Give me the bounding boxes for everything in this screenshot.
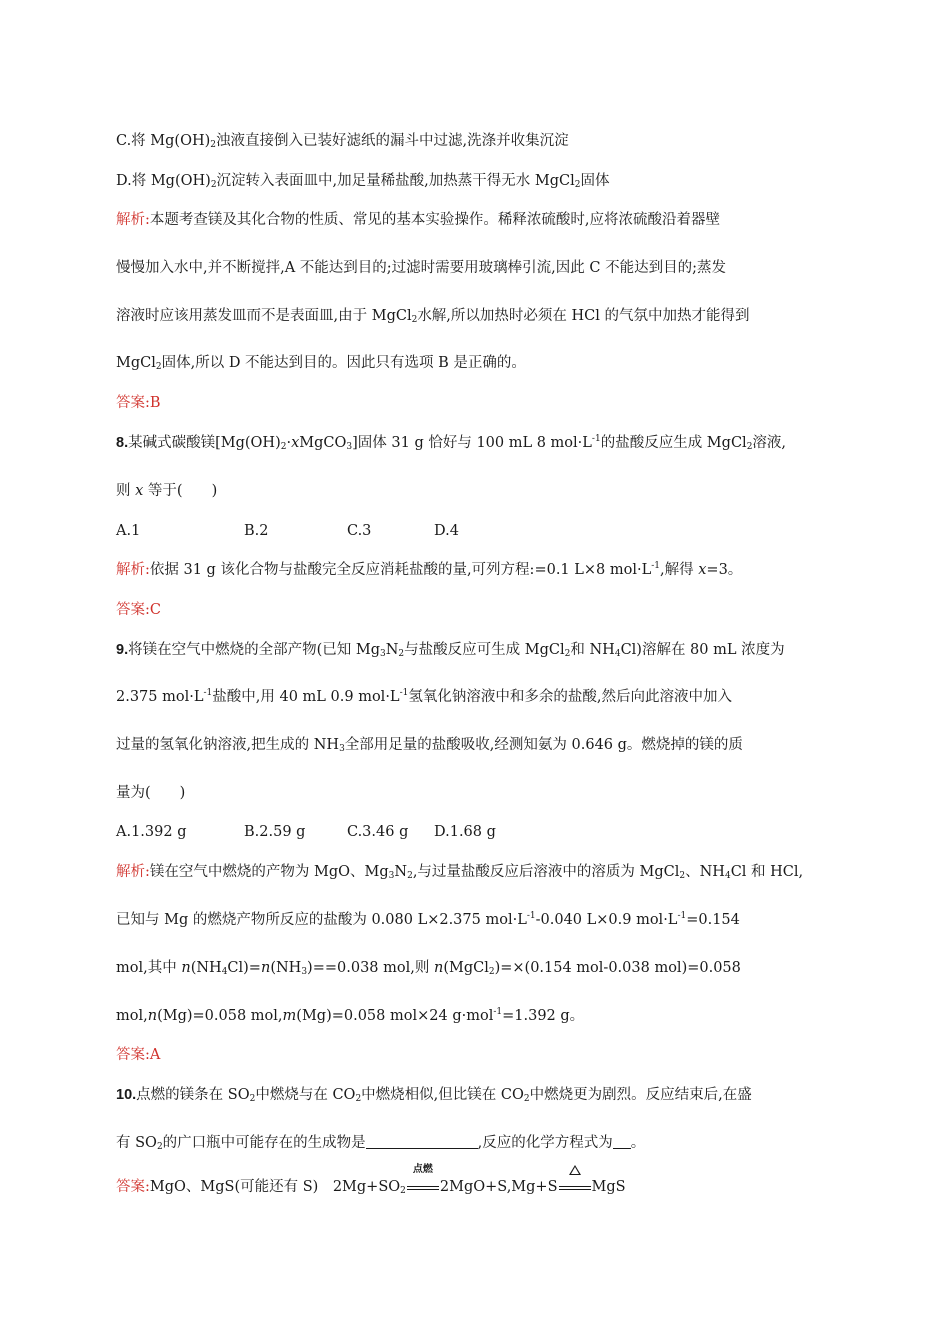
q7-analysis-line3: 溶液时应该用蒸发皿而不是表面皿,由于 MgCl$_2$水解,所以加热时必须在 HCl 的气氛中加热才能得到 — [116, 308, 750, 325]
q9-analysis-line1: 解析:镁在空气中燃烧的产物为 MgO、$Mg_3N_2$,与过量盐酸反应后溶液中的溶质为 MgCl$_2$、$NH_4Cl$ 和 HCl, — [116, 864, 804, 881]
q9-analysis-line4: mol,n(Mg)=0.058 mol,m(Mg)=0.058 mol×24 g·mol$^{-1}$=1.392 g。 — [116, 1007, 585, 1024]
q7-analysis-line4: MgCl$_2$固体,所以 D 不能达到目的。因此只有选项 B 是正确的。 — [116, 355, 526, 372]
q9-option-b: B.2.59 g — [244, 824, 306, 840]
q9-number: 9. — [116, 642, 129, 658]
q8-option-c: C.3 — [347, 523, 372, 539]
q7-analysis-line2: 慢慢加入水中,并不断搅拌,A 不能达到目的;过滤时需要用玻璃棒引流,因此 C 不能达到目的;蒸发 — [116, 260, 726, 276]
ignite-label: 点燃 — [412, 1164, 433, 1175]
q9-stem-line1: 9.将镁在空气中燃烧的全部产物(已知 $Mg_3N_2$与盐酸反应可生成 MgCl$_2$和 $NH_4Cl$)溶解在 80 mL 浓度为 — [116, 642, 785, 659]
q9-option-a: A.1.392 g — [116, 824, 187, 840]
q8-analysis: 解析:依据 31 g 该化合物与盐酸完全反应消耗盐酸的量,可列方程:=0.1 L×8 $mol\cdot L^{-1}$,解得 x=3。 — [116, 561, 743, 578]
ignite-condition-arrow — [406, 1164, 440, 1197]
heat-condition-arrow — [558, 1177, 592, 1197]
q7-answer: 答案:B — [116, 395, 161, 411]
answer-blank-equation[interactable] — [613, 1134, 631, 1149]
q9-analysis-line3: mol,其中 $n(NH_4Cl)=n(NH_3)==0.038$ mol,则 n(MgCl$_2$)=×(0.154 mol-0.038 mol)=0.058 — [116, 960, 741, 977]
heat-triangle-icon — [569, 1165, 581, 1175]
answer-blank-products[interactable] — [366, 1134, 478, 1149]
q8-option-d: D.4 — [434, 523, 459, 539]
q8-option-a: A.1 — [116, 523, 141, 539]
q7-option-c: C.将 $Mg(OH)_2$浊液直接倒入已装好滤纸的漏斗中过滤,洗涤并收集沉淀 — [116, 133, 569, 150]
q8-answer: 答案:C — [116, 602, 161, 618]
analysis-label: 解析: — [116, 212, 150, 228]
q8-stem-line1: 8.某碱式碳酸镁$[Mg(OH)_2\cdot xMgCO_3]$固体 31 g 恰好与 100 mL 8 $mol\cdot L^{-1}$的盐酸反应生成 MgCl$_2$溶液, — [116, 434, 787, 452]
q10-number: 10. — [116, 1087, 137, 1103]
q9-answer: 答案:A — [116, 1047, 161, 1063]
q10-answer: 答案:MgO、MgS(可能还有 S) $2Mg+SO_2$ 点燃 2MgO+S,Mg+S MgS — [116, 1164, 626, 1196]
q9-analysis-line2: 已知与 Mg 的燃烧产物所反应的盐酸为 0.080 L×2.375 $mol\cdot L^{-1}-0.040$ L×0.9 $mol\cdot L^{-1}=0.154$ — [116, 911, 740, 928]
q9-stem-line2: 2.375 $mol\cdot L^{-1}$盐酸中,用 40 mL 0.9 $mol\cdot L^{-1}$氢氧化钠溶液中和多余的盐酸,然后向此溶液中加入 — [116, 688, 732, 705]
q9-stem-line3: 过量的氢氧化钠溶液,把生成的 $NH_3$全部用足量的盐酸吸收,经测知氨为 0.646 g。燃烧掉的镁的质 — [116, 737, 743, 754]
q9-stem-line4: 量为( ) — [116, 785, 186, 801]
q7-analysis-line1: 解析:本题考查镁及其化合物的性质、常见的基本实验操作。稀释浓硫酸时,应将浓硫酸沿着器壁 — [116, 212, 720, 228]
q9-option-d: D.1.68 g — [434, 824, 496, 840]
q8-stem-line2: 则 x 等于( ) — [116, 483, 218, 499]
q10-stem-line2: 有 $SO_2$的广口瓶中可能存在的生成物是 ,反应的化学方程式为 。 — [116, 1135, 646, 1152]
q7-option-d: D.将 $Mg(OH)_2$沉淀转入表面皿中,加足量稀盐酸,加热蒸干得无水 MgCl$_2$固体 — [116, 173, 610, 190]
q10-stem-line1: 10.点燃的镁条在 $SO_2$中燃烧与在 $CO_2$中燃烧相似,但比镁在 $CO_2$中燃烧更为剧烈。反应结束后,在盛 — [116, 1087, 752, 1104]
q9-option-c: C.3.46 g — [347, 824, 409, 840]
q8-option-b: B.2 — [244, 523, 269, 539]
q8-number: 8. — [116, 435, 129, 451]
